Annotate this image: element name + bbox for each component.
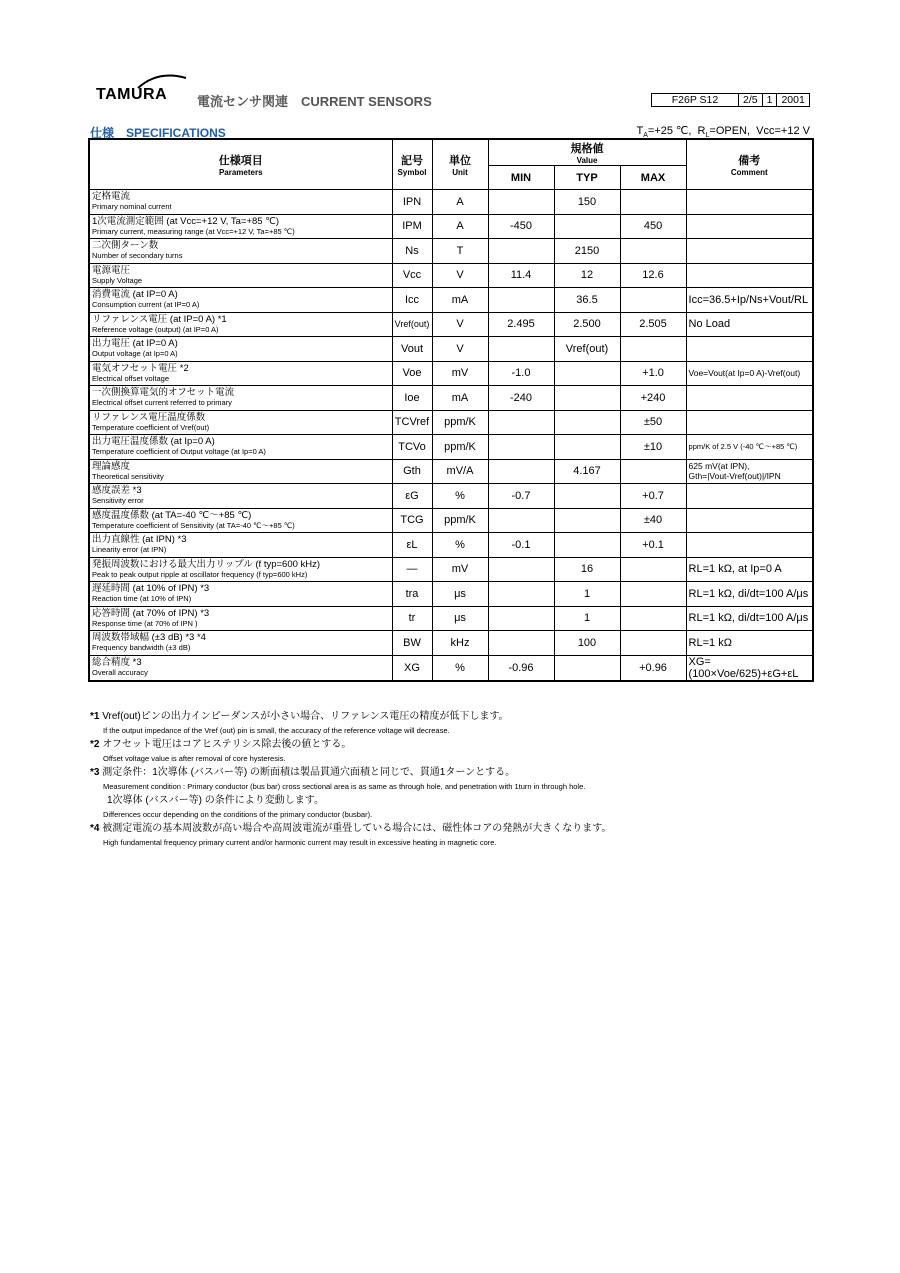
param-en: Overall accuracy <box>92 668 148 677</box>
param-en: Theoretical sensitivity <box>92 471 164 481</box>
min-cell <box>488 582 554 607</box>
footnote-jp <box>90 766 820 780</box>
param-en: Supply Voltage <box>92 275 143 285</box>
typ-cell <box>554 361 620 386</box>
param-jp: 出力直線性 (at IPN) *3 <box>92 534 187 546</box>
header-parameters: 仕様項目 Parameters <box>89 139 392 190</box>
symbol-cell: BW <box>392 631 432 656</box>
param-jp: 応答時間 (at 70% of IPN) *3 <box>92 607 210 619</box>
header-unit: 単位 Unit <box>432 139 488 190</box>
typ-cell: 1 <box>554 582 620 607</box>
comment-cell: 625 mV(at IPN), Gth=|Vout-Vref(out)|/IPN <box>686 459 813 484</box>
min-cell <box>488 239 554 264</box>
typ-cell: 150 <box>554 190 620 215</box>
param-en: Number of secondary turns <box>92 251 183 261</box>
typ-cell <box>554 214 620 239</box>
min-cell: -450 <box>488 214 554 239</box>
symbol-cell: TCVref <box>392 410 432 435</box>
param-cell <box>89 288 392 313</box>
typ-cell <box>554 655 620 681</box>
doc-year: 2001 <box>777 93 809 107</box>
param-en: Temperature coefficient of Output voltage (at Ip=0 A) <box>92 447 266 457</box>
min-cell <box>488 631 554 656</box>
comment-cell: RL=1 kΩ, di/dt=100 A/μs <box>686 606 813 631</box>
comment-cell <box>686 337 813 362</box>
table-row <box>89 410 813 435</box>
max-cell: +0.96 <box>620 655 686 681</box>
max-cell: 2.505 <box>620 312 686 337</box>
unit-cell: V <box>432 337 488 362</box>
param-cell <box>89 214 392 239</box>
comment-cell <box>686 386 813 411</box>
param-en: Consumption current (at IP=0 A) <box>92 300 200 310</box>
param-jp: 消費電流 (at IP=0 A) <box>92 289 178 301</box>
max-cell <box>620 190 686 215</box>
typ-cell <box>554 386 620 411</box>
unit-cell: % <box>432 533 488 558</box>
unit-cell: mV/A <box>432 459 488 484</box>
doc-rev: 1 <box>763 93 778 107</box>
symbol-cell: Gth <box>392 459 432 484</box>
comment-cell: RL=1 kΩ, at Ip=0 A <box>686 557 813 582</box>
footnote-mark: *1 <box>90 711 103 722</box>
min-cell <box>488 459 554 484</box>
footnotes <box>90 710 820 850</box>
typ-cell <box>554 484 620 509</box>
min-cell: -0.96 <box>488 655 554 681</box>
comment-cell: XG=(100×Voe/625)+εG+εL <box>686 655 813 681</box>
comment-cell: Voe=Vout(at Ip=0 A)-Vref(out) <box>686 361 813 386</box>
max-cell: 12.6 <box>620 263 686 288</box>
min-cell: -240 <box>488 386 554 411</box>
typ-cell: 4.167 <box>554 459 620 484</box>
param-cell <box>89 484 392 509</box>
footnote-mark: *2 <box>90 739 103 750</box>
symbol-cell: εL <box>392 533 432 558</box>
param-jp: 一次側換算電気的オフセット電流 <box>92 387 235 399</box>
param-cell <box>89 312 392 337</box>
param-cell <box>89 459 392 484</box>
param-en: Temperature coefficient of Sensitivity (at TA=-40 ℃～+85 ℃) <box>92 520 295 530</box>
unit-cell: mA <box>432 386 488 411</box>
typ-cell: 2150 <box>554 239 620 264</box>
symbol-cell: — <box>392 557 432 582</box>
min-cell <box>488 606 554 631</box>
symbol-cell: IPN <box>392 190 432 215</box>
table-row <box>89 190 813 215</box>
param-cell <box>89 361 392 386</box>
unit-cell: % <box>432 484 488 509</box>
param-jp: 周波数帯域幅 (±3 dB) *3 *4 <box>92 632 206 644</box>
param-cell <box>89 386 392 411</box>
unit-cell: mV <box>432 361 488 386</box>
table-row <box>89 631 813 656</box>
unit-cell: kHz <box>432 631 488 656</box>
unit-cell: V <box>432 263 488 288</box>
header-max: MAX <box>620 166 686 190</box>
unit-cell: ppm/K <box>432 508 488 533</box>
param-en: Output voltage (at Ip=0 A) <box>92 349 178 359</box>
min-cell <box>488 410 554 435</box>
max-cell <box>620 606 686 631</box>
footnote-en: High fundamental frequency primary current and/or harmonic current may result in excessive heating in magnetic core. <box>103 838 497 847</box>
table-row <box>89 484 813 509</box>
max-cell <box>620 288 686 313</box>
comment-cell: No Load <box>686 312 813 337</box>
footnote-en: Offset voltage value is after removal of core hysteresis. <box>103 754 286 763</box>
footnote-jp <box>90 710 820 724</box>
max-cell <box>620 631 686 656</box>
max-cell <box>620 337 686 362</box>
doc-page: 2/5 <box>739 93 763 107</box>
min-cell: 11.4 <box>488 263 554 288</box>
header-symbol: 記号 Symbol <box>392 139 432 190</box>
param-jp: 電源電圧 <box>92 264 131 276</box>
unit-cell: μs <box>432 606 488 631</box>
param-cell <box>89 582 392 607</box>
typ-cell: 12 <box>554 263 620 288</box>
table-row <box>89 361 813 386</box>
param-cell <box>89 435 392 460</box>
max-cell: +1.0 <box>620 361 686 386</box>
test-conditions: $T_A=+25$ ℃, $R_L=OPEN$, Vcc=+12 V <box>636 125 810 140</box>
min-cell <box>488 508 554 533</box>
max-cell <box>620 459 686 484</box>
param-en: Primary current, measuring range (at Vcc=+12 V, Ta=+85 ℃) <box>92 226 295 236</box>
symbol-cell: TCG <box>392 508 432 533</box>
table-row <box>89 214 813 239</box>
unit-cell: V <box>432 312 488 337</box>
symbol-cell: Vref(out) <box>392 312 432 337</box>
param-cell <box>89 337 392 362</box>
param-jp: 電気オフセット電圧 *2 <box>92 362 189 374</box>
symbol-cell: Voe <box>392 361 432 386</box>
footnote-text: 被測定電流の基本周波数が高い場合や高周波電流が重畳している場合には、磁性体コアの発熱が大きくなります。 <box>102 823 612 834</box>
header-typ: TYP <box>554 166 620 190</box>
symbol-cell: tr <box>392 606 432 631</box>
symbol-cell: tra <box>392 582 432 607</box>
unit-cell: mV <box>432 557 488 582</box>
param-cell <box>89 606 392 631</box>
typ-cell: Vref(out) <box>554 337 620 362</box>
param-jp: 二次側ターン数 <box>92 240 159 252</box>
param-jp: 感度温度係数 (at TA=-40 ℃～+85 ℃) <box>92 509 252 521</box>
comment-cell <box>686 533 813 558</box>
param-cell <box>89 239 392 264</box>
max-cell <box>620 239 686 264</box>
footnote-text: Vref(out)ピンの出力インピーダンスが小さい場合、リファレンス電圧の精度が低下します。 <box>102 711 509 722</box>
table-row <box>89 435 813 460</box>
header-comment: 備考 Comment <box>686 139 813 190</box>
param-en: Peak to peak output ripple at oscillator frequency (f typ=600 kHz) <box>92 569 308 579</box>
max-cell: +0.1 <box>620 533 686 558</box>
comment-cell <box>686 190 813 215</box>
param-cell <box>89 508 392 533</box>
param-jp: 発振周波数における最大出力リップル (f typ=600 kHz) <box>92 558 321 570</box>
comment-cell: RL=1 kΩ <box>686 631 813 656</box>
min-cell: 2.495 <box>488 312 554 337</box>
footnote-text: オフセット電圧はコアヒステリシス除去後の値とする。 <box>102 739 352 750</box>
param-en: Electrical offset current referred to primary <box>92 398 232 408</box>
footnote-mark: *3 <box>90 767 103 778</box>
footnote-mark: *4 <box>90 823 103 834</box>
table-row <box>89 386 813 411</box>
table-row <box>89 263 813 288</box>
spec-table <box>88 138 814 682</box>
symbol-cell: XG <box>392 655 432 681</box>
symbol-cell: Icc <box>392 288 432 313</box>
param-jp: 総合精度 *3 <box>92 657 142 668</box>
comment-cell: ppm/K of 2.5 V (-40 ℃～+85 ℃) <box>686 435 813 460</box>
max-cell <box>620 557 686 582</box>
symbol-cell: Vcc <box>392 263 432 288</box>
min-cell <box>488 435 554 460</box>
param-en: Linearity error (at IPN) <box>92 545 167 555</box>
param-jp: 理論感度 <box>92 460 131 472</box>
param-jp: 定格電流 <box>92 191 131 203</box>
param-en: Sensitivity error <box>92 496 144 506</box>
symbol-cell: Ioe <box>392 386 432 411</box>
comment-cell: RL=1 kΩ, di/dt=100 A/μs <box>686 582 813 607</box>
max-cell: ±40 <box>620 508 686 533</box>
footnote-en: Measurement condition : Primary conductor (bus bar) cross sectional area is as same as through hole, and penetration with 1turn in through hole. <box>103 782 586 791</box>
symbol-cell: εG <box>392 484 432 509</box>
unit-cell: A <box>432 214 488 239</box>
param-en: Electrical offset voltage <box>92 373 169 383</box>
document-id-box <box>651 93 810 107</box>
comment-cell <box>686 263 813 288</box>
table-row <box>89 655 813 681</box>
spec-title: 仕様 SPECIFICATIONS <box>90 126 226 140</box>
footnote-jp: 1次導体 (バスバー等) の条件により変動します。 <box>107 795 324 806</box>
max-cell <box>620 582 686 607</box>
max-cell: +0.7 <box>620 484 686 509</box>
footnote-jp <box>90 822 820 836</box>
unit-cell: ppm/K <box>432 410 488 435</box>
param-en: Reaction time (at 10% of IPN) <box>92 594 192 604</box>
comment-cell <box>686 410 813 435</box>
param-cell <box>89 655 392 681</box>
table-row <box>89 312 813 337</box>
table-row <box>89 288 813 313</box>
param-jp: リファレンス電圧 (at IP=0 A) *1 <box>92 313 227 325</box>
min-cell <box>488 288 554 313</box>
min-cell: -0.1 <box>488 533 554 558</box>
unit-cell: μs <box>432 582 488 607</box>
symbol-cell: TCVo <box>392 435 432 460</box>
min-cell: -0.7 <box>488 484 554 509</box>
typ-cell: 36.5 <box>554 288 620 313</box>
param-jp: リファレンス電圧温度係数 <box>92 411 206 423</box>
param-cell <box>89 190 392 215</box>
max-cell: ±50 <box>620 410 686 435</box>
comment-cell <box>686 239 813 264</box>
typ-cell: 2.500 <box>554 312 620 337</box>
typ-cell: 16 <box>554 557 620 582</box>
symbol-cell: Vout <box>392 337 432 362</box>
param-jp: 遅延時間 (at 10% of IPN) *3 <box>92 583 210 595</box>
table-row <box>89 533 813 558</box>
table-row <box>89 606 813 631</box>
max-cell: 450 <box>620 214 686 239</box>
unit-cell: T <box>432 239 488 264</box>
table-row <box>89 508 813 533</box>
param-en: Reference voltage (output) (at IP=0 A) <box>92 324 219 334</box>
param-jp: 感度誤差 *3 <box>92 485 142 497</box>
unit-cell: mA <box>432 288 488 313</box>
typ-cell <box>554 435 620 460</box>
param-cell <box>89 533 392 558</box>
param-cell <box>89 631 392 656</box>
param-en: Primary nominal current <box>92 202 172 212</box>
header-value: 規格値 Value <box>488 139 686 166</box>
param-en: Response time (at 70% of IPN ) <box>92 618 198 628</box>
footnote-jp <box>90 738 820 752</box>
min-cell <box>488 337 554 362</box>
typ-cell: 100 <box>554 631 620 656</box>
param-cell <box>89 557 392 582</box>
unit-cell: A <box>432 190 488 215</box>
unit-cell: ppm/K <box>432 435 488 460</box>
table-row <box>89 239 813 264</box>
table-row <box>89 557 813 582</box>
param-en: Frequency bandwidth (±3 dB) <box>92 643 191 653</box>
param-jp: 出力電圧温度係数 (at Ip=0 A) <box>92 436 215 448</box>
header-category: 電流センサ関連 CURRENT SENSORS <box>197 94 432 109</box>
tamura-logo <box>96 74 188 104</box>
comment-cell <box>686 484 813 509</box>
param-jp: 1次電流測定範囲 (at Vcc=+12 V, Ta=+85 ℃) <box>92 215 280 227</box>
min-cell <box>488 190 554 215</box>
doc-id: F26P S12 <box>651 93 739 107</box>
footnote-text: 測定条件：1次導体 (バスバー等) の断面積は製品貫通穴面積と同じで、貫通1ターンとする。 <box>102 767 516 778</box>
header-min: MIN <box>488 166 554 190</box>
min-cell: -1.0 <box>488 361 554 386</box>
comment-cell: Icc=36.5+Ip/Ns+Vout/RL <box>686 288 813 313</box>
param-en: Temperature coefficient of Vref(out) <box>92 422 210 432</box>
table-row <box>89 582 813 607</box>
footnote-en: If the output impedance of the Vref (out) pin is small, the accuracy of the reference voltage will decrease. <box>103 726 450 735</box>
typ-cell <box>554 508 620 533</box>
symbol-cell: Ns <box>392 239 432 264</box>
table-row <box>89 337 813 362</box>
typ-cell <box>554 410 620 435</box>
param-jp: 出力電圧 (at IP=0 A) <box>92 338 178 350</box>
min-cell <box>488 557 554 582</box>
symbol-cell: IPM <box>392 214 432 239</box>
footnote-en: Differences occur depending on the conditions of the primary conductor (busbar). <box>103 810 373 819</box>
typ-cell <box>554 533 620 558</box>
max-cell: ±10 <box>620 435 686 460</box>
typ-cell: 1 <box>554 606 620 631</box>
comment-cell <box>686 508 813 533</box>
max-cell: +240 <box>620 386 686 411</box>
unit-cell: % <box>432 655 488 681</box>
param-cell <box>89 263 392 288</box>
param-cell <box>89 410 392 435</box>
logo-text: TAMURA <box>96 86 168 103</box>
table-row <box>89 459 813 484</box>
comment-cell <box>686 214 813 239</box>
